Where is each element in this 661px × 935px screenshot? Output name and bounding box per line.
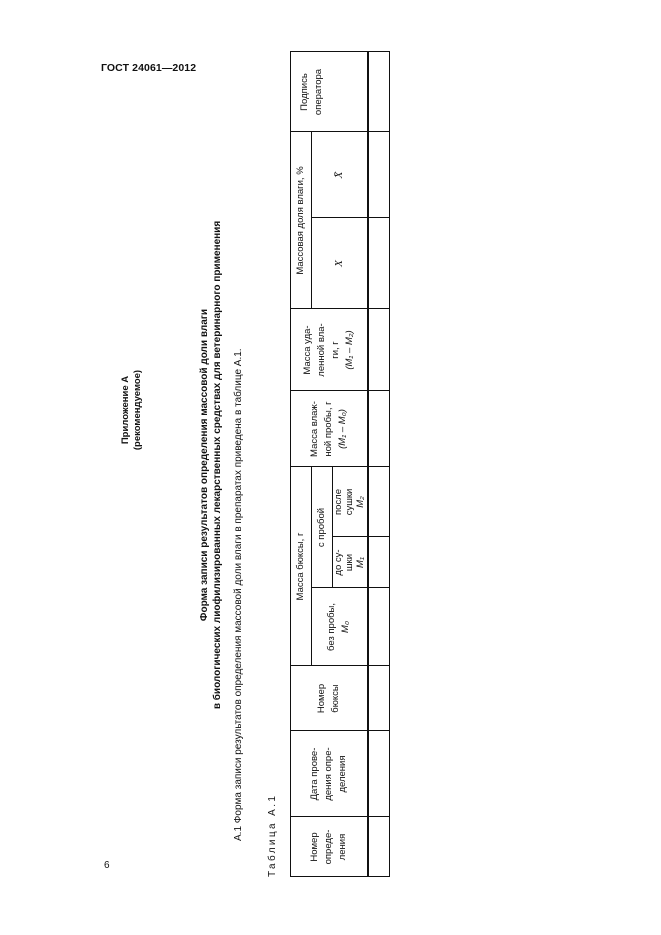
appendix-heading [120, 310, 144, 510]
header-x: X [333, 260, 345, 267]
table-border-bottom [389, 51, 390, 877]
header-date: Дата прове- дения опре- деления [308, 747, 348, 801]
header-no-sample: без пробы, M₀ [326, 602, 351, 652]
header-moisture-mass: Масса уда- ленной вла- ги, г (M₁ – M₂) [301, 323, 355, 377]
table-a1 [290, 51, 390, 877]
header-with-sample-group: с пробой [315, 507, 327, 548]
form-title-line1: Форма записи результатов определения массовой доли влаги [199, 308, 210, 622]
header-after-drying: после сушки M₂ [333, 488, 366, 516]
header-mass-fraction-group: Массовая доля влаги, % [294, 166, 306, 275]
header-separator [367, 51, 369, 877]
header-box-number: Номер бюксы [315, 683, 341, 714]
header-x-bar: X̄ [333, 171, 345, 179]
header-signature: Подпись оператора [299, 68, 324, 116]
appendix-status: (рекомендуемое) [132, 369, 143, 451]
document-header: ГОСТ 24061—2012 [101, 62, 197, 74]
form-title-line2: в биологических лиофилизированных лекарственных средствах для ветеринарного применения [212, 220, 223, 710]
header-wet-mass: Масса влаж- ной пробы, г (M₁ – M₀) [308, 401, 348, 457]
header-before-drying: до су- шки M₁ [333, 549, 366, 576]
page-number: 6 [104, 860, 110, 871]
header-box-mass-group: Масса бюксы, г [294, 532, 306, 601]
appendix-title: Приложение А [120, 375, 131, 445]
form-title [198, 185, 224, 745]
table-caption: Таблица А.1 [267, 793, 278, 877]
note-paragraph: А.1 Форма записи результатов определения массовой доли влаги в препаратах приведена в таблице А.1. [233, 348, 244, 841]
header-number: Номер опреде- ления [308, 829, 348, 865]
